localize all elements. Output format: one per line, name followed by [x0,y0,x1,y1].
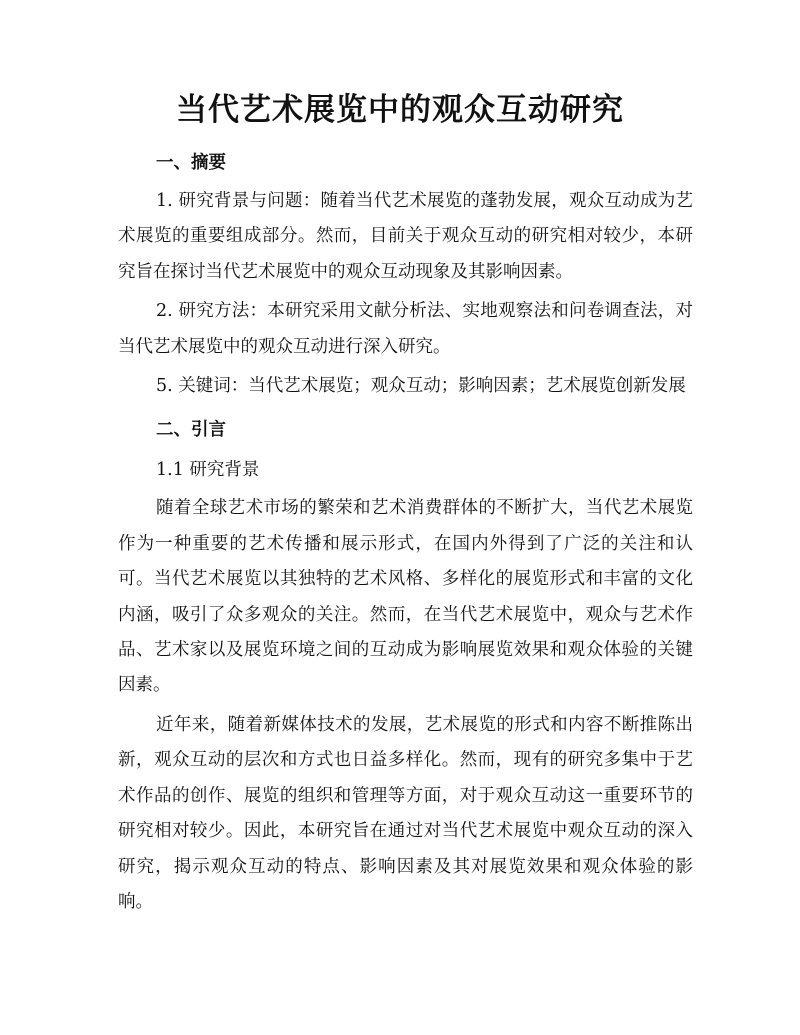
introduction-paragraph-1: 随着全球艺术市场的繁荣和艺术消费群体的不断扩大，当代艺术展览作为一种重要的艺术传播和展示形式，在国内外得到了广泛的关注和认可。当代艺术展览以其独特的艺术风格、多样化的展览形式和丰富的文化内涵，吸引了众多观众的关注。然而，在当代艺术展览中，观众与艺术作品、艺术家以及展览环境之间的互动成为影响展览效果和观众体验的关键因素。 [118,498,693,696]
document-title: 当代艺术展览中的观众互动研究 [176,92,624,128]
abstract-paragraph-background: 1. 研究背景与问题：随着当代艺术展览的蓬勃发展，观众互动成为艺术展览的重要组成部分。然而，目前关于观众互动的研究相对较少，本研究旨在探讨当代艺术展览中的观众互动现象及其影响因素。 [118,191,693,282]
document-body [118,143,693,923]
section-heading-abstract: 一、摘要 [156,153,226,173]
section-heading-introduction: 二、引言 [156,420,226,441]
abstract-paragraph-keywords: 5. 关键词：当代艺术展览；观众互动；影响因素；艺术展览创新发展 [156,376,686,397]
abstract-paragraph-methods: 2. 研究方法：本研究采用文献分析法、实地观察法和问卷调查法，对当代艺术展览中的观众互动进行深入研究。 [118,301,693,357]
subsection-heading-background: 1.1 研究背景 [156,460,260,481]
introduction-paragraph-2: 近年来，随着新媒体技术的发展，艺术展览的形式和内容不断推陈出新，观众互动的层次和方式也日益多样化。然而，现有的研究多集中于艺术作品的创作、展览的组织和管理等方面，对于观众互动这一重要环节的研究相对较少。因此，本研究旨在通过对当代艺术展览中观众互动的深入研究，揭示观众互动的特点、影响因素及其对展览效果和观众体验的影响。 [118,714,693,912]
